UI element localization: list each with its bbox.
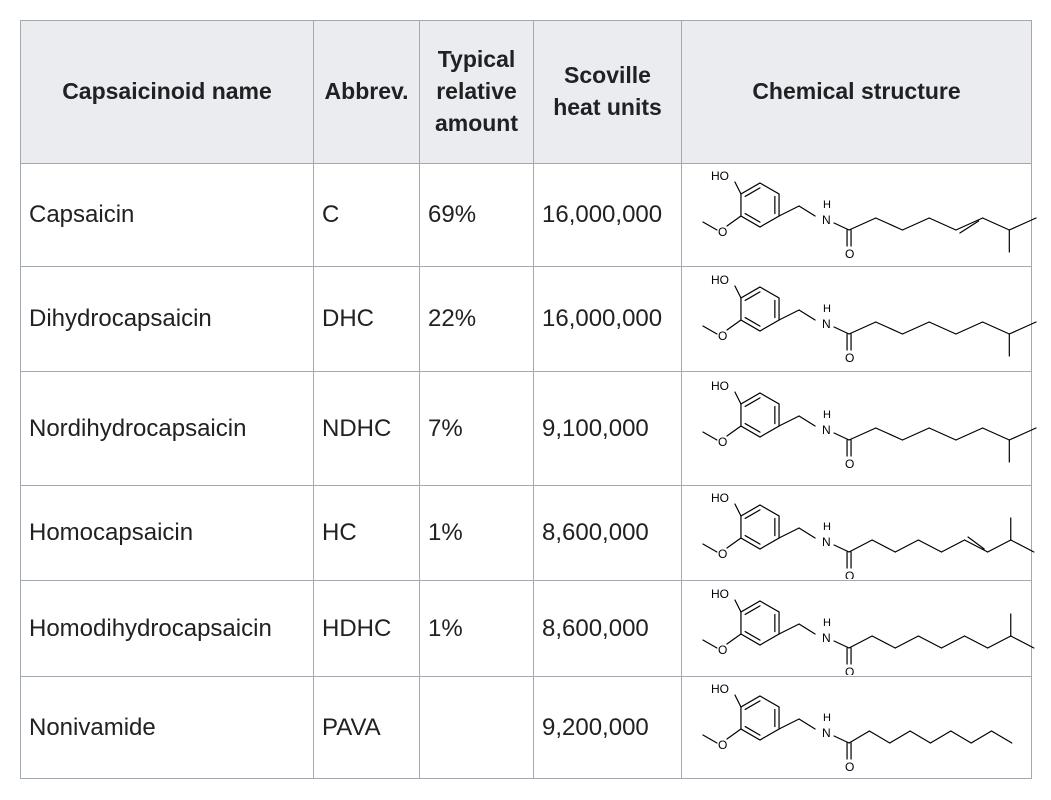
molecule-bonds [703, 695, 1012, 759]
structure-cell [682, 164, 1032, 267]
structure-cell [682, 372, 1032, 486]
nitrogen-label: N [822, 317, 831, 331]
name-cell: Capsaicin [21, 164, 314, 267]
name-cell: Dihydrocapsaicin [21, 267, 314, 372]
nitrogen-label: N [822, 422, 831, 437]
amount-cell: 69% [420, 164, 534, 267]
hydroxyl-label: HO [710, 586, 729, 601]
nitrogen-label: N [822, 213, 831, 227]
amount-cell: 1% [420, 581, 534, 677]
hydroxyl-label: HO [710, 378, 729, 393]
name-cell: Homocapsaicin [21, 486, 314, 581]
carbonyl-oxygen-label: O [845, 569, 855, 579]
abbrev-cell: PAVA [314, 677, 420, 779]
methoxy-oxygen-label: O [717, 329, 728, 343]
methoxy-oxygen-label: O [717, 225, 728, 239]
amine-hydrogen-label: H [823, 199, 832, 211]
header-amount: Typical relative amount [420, 21, 534, 164]
abbrev-cell: NDHC [314, 372, 420, 486]
header-structure: Chemical structure [682, 21, 1032, 164]
shu-cell: 8,600,000 [534, 486, 682, 581]
amount-cell [420, 677, 534, 779]
hydroxyl-label: HO [710, 273, 729, 287]
molecule-bonds [703, 504, 1034, 568]
carbonyl-oxygen-label: O [845, 759, 855, 774]
carbonyl-oxygen-label: O [845, 247, 855, 261]
shu-cell: 16,000,000 [534, 267, 682, 372]
amount-cell: 22% [420, 267, 534, 372]
amine-hydrogen-label: H [823, 408, 832, 421]
shu-cell: 16,000,000 [534, 164, 682, 267]
shu-cell: 8,600,000 [534, 581, 682, 677]
molecule-bonds [703, 600, 1034, 664]
nitrogen-label: N [822, 725, 831, 740]
shu-cell: 9,200,000 [534, 677, 682, 779]
chemical-structure-image [690, 487, 1040, 579]
table-row [21, 486, 1032, 581]
carbonyl-oxygen-label: O [845, 664, 855, 675]
name-cell: Nonivamide [21, 677, 314, 779]
hydroxyl-label: HO [710, 169, 729, 183]
chemical-structure-image [690, 269, 1040, 369]
amine-hydrogen-label: H [823, 616, 832, 629]
header-abbrev: Abbrev. [314, 21, 420, 164]
molecule-bonds [703, 182, 1036, 252]
structure-cell [682, 267, 1032, 372]
chemical-structure-image [690, 375, 1040, 483]
table-row [21, 677, 1032, 779]
methoxy-oxygen-label: O [717, 737, 728, 752]
name-cell: Nordihydrocapsaicin [21, 372, 314, 486]
amount-cell: 7% [420, 372, 534, 486]
structure-cell [682, 677, 1032, 779]
structure-cell [682, 486, 1032, 581]
capsaicinoid-table [20, 20, 1032, 779]
table-row [21, 267, 1032, 372]
methoxy-oxygen-label: O [717, 434, 728, 449]
abbrev-cell: HC [314, 486, 420, 581]
molecule-bonds [703, 286, 1036, 356]
hydroxyl-label: HO [710, 491, 729, 505]
header-name: Capsaicinoid name [21, 21, 314, 164]
name-cell: Homodihydrocapsaicin [21, 581, 314, 677]
nitrogen-label: N [822, 535, 831, 549]
shu-cell: 9,100,000 [534, 372, 682, 486]
abbrev-cell: DHC [314, 267, 420, 372]
chemical-structure-image [690, 165, 1040, 265]
header-scoville: Scoville heat units [534, 21, 682, 164]
chemical-structure-image [690, 583, 1040, 675]
table-row [21, 372, 1032, 486]
amount-cell: 1% [420, 486, 534, 581]
amine-hydrogen-label: H [823, 521, 832, 533]
abbrev-cell: C [314, 164, 420, 267]
table-row [21, 164, 1032, 267]
header-row [21, 21, 1032, 164]
chemical-structure-image [690, 678, 1040, 778]
abbrev-cell: HDHC [314, 581, 420, 677]
carbonyl-oxygen-label: O [845, 351, 855, 365]
amine-hydrogen-label: H [823, 303, 832, 315]
nitrogen-label: N [822, 630, 831, 645]
methoxy-oxygen-label: O [717, 547, 728, 561]
molecule-bonds [703, 392, 1036, 462]
table-row [21, 581, 1032, 677]
structure-cell [682, 581, 1032, 677]
methoxy-oxygen-label: O [717, 642, 728, 657]
hydroxyl-label: HO [710, 681, 729, 696]
carbonyl-oxygen-label: O [845, 456, 855, 471]
amine-hydrogen-label: H [823, 711, 832, 724]
